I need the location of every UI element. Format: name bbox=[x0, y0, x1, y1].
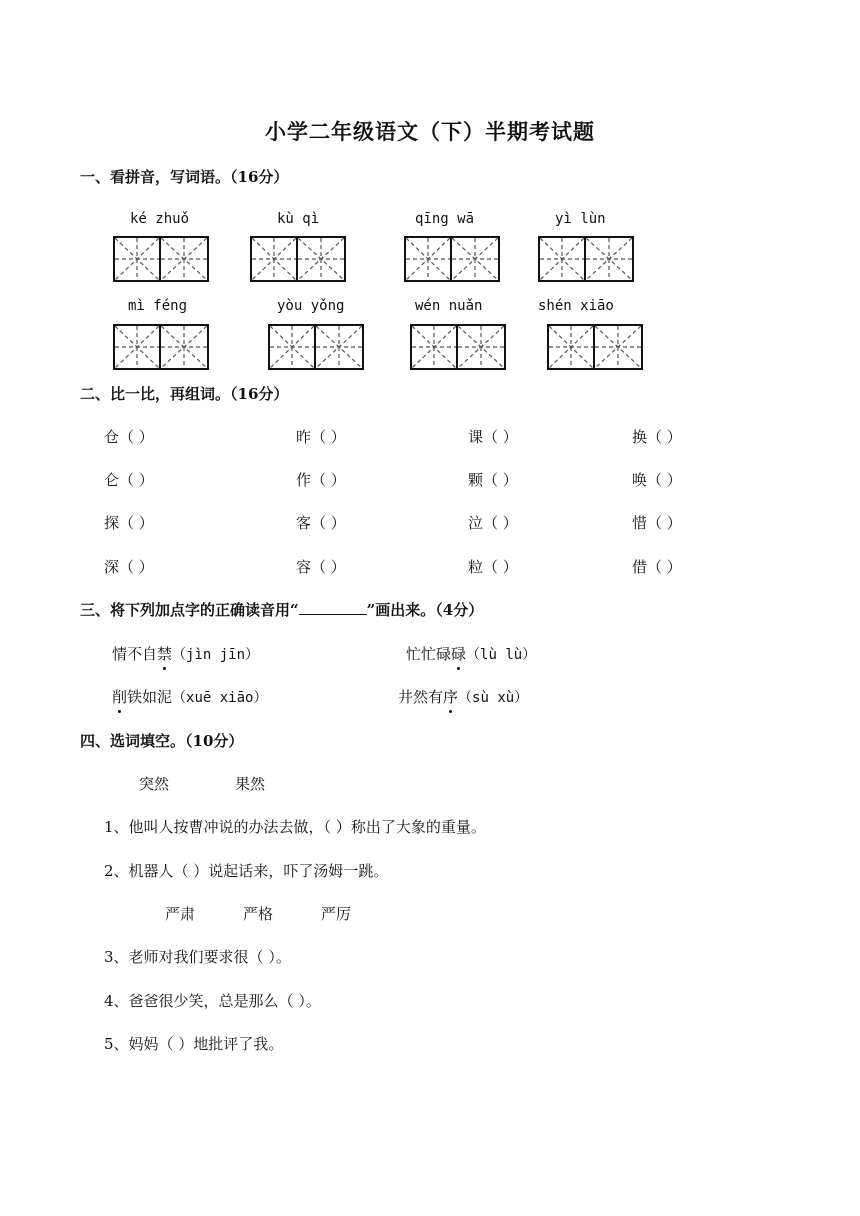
compare-item: 惜（ ） bbox=[632, 514, 682, 532]
compare-item: 作（ ） bbox=[296, 471, 346, 489]
word-option: 严厉 bbox=[321, 905, 352, 923]
item-text: 井然有 bbox=[398, 688, 444, 706]
grid-guide-lines bbox=[316, 326, 362, 368]
compare-item: 仑（ ） bbox=[104, 471, 154, 489]
writing-box-5[interactable] bbox=[113, 324, 209, 370]
pinyin-2: kù qì bbox=[277, 211, 320, 227]
grid-cell[interactable] bbox=[161, 326, 207, 368]
grid-cell[interactable] bbox=[412, 326, 458, 368]
fill-question-2[interactable]: 2、机器人（ ）说起话来，吓了汤姆一跳。 bbox=[104, 862, 389, 880]
word-option: 果然 bbox=[235, 775, 266, 793]
compare-item: 客（ ） bbox=[296, 514, 346, 532]
writing-box-4[interactable] bbox=[538, 236, 634, 282]
grid-guide-lines bbox=[412, 326, 456, 368]
reading-item-4 bbox=[398, 686, 528, 707]
item-text: 情不自 bbox=[112, 645, 158, 663]
reading-options[interactable]: （jìn jīn） bbox=[172, 647, 260, 663]
writing-box-7[interactable] bbox=[410, 324, 506, 370]
pinyin-8: shén xiāo bbox=[538, 298, 614, 314]
grid-cell[interactable] bbox=[406, 238, 452, 280]
fill-question-4[interactable]: 4、爸爸很少笑，总是那么（ ）。 bbox=[104, 992, 321, 1010]
grid-guide-lines bbox=[115, 238, 159, 280]
grid-guide-lines bbox=[161, 238, 207, 280]
grid-guide-lines bbox=[298, 238, 344, 280]
reading-options[interactable]: （sù xù） bbox=[458, 690, 529, 706]
reading-options[interactable]: （xuē xiāo） bbox=[172, 690, 268, 706]
writing-box-6[interactable] bbox=[268, 324, 364, 370]
compare-item: 粒（ ） bbox=[468, 558, 518, 576]
compare-item: 探（ ） bbox=[104, 514, 154, 532]
underline-blank bbox=[299, 602, 367, 615]
grid-guide-lines bbox=[549, 326, 593, 368]
grid-cell[interactable] bbox=[452, 238, 498, 280]
grid-cell[interactable] bbox=[298, 238, 344, 280]
fill-question-3[interactable]: 3、老师对我们要求很（ ）。 bbox=[104, 948, 291, 966]
section3-heading-post: ”画出来。（4分） bbox=[366, 601, 484, 619]
dotted-char: 序 bbox=[443, 688, 459, 706]
compare-item: 课（ ） bbox=[468, 428, 518, 446]
pinyin-4: yì lùn bbox=[555, 211, 606, 227]
page-title: 小学二年级语文（下）半期考试题 bbox=[265, 119, 595, 144]
dotted-char: 禁 bbox=[157, 645, 173, 663]
dotted-char: 削 bbox=[112, 688, 128, 706]
compare-item: 换（ ） bbox=[632, 428, 682, 446]
grid-cell[interactable] bbox=[115, 238, 161, 280]
grid-guide-lines bbox=[252, 238, 296, 280]
compare-item: 颗（ ） bbox=[468, 471, 518, 489]
dotted-char: 碌 bbox=[451, 645, 467, 663]
grid-guide-lines bbox=[595, 326, 641, 368]
grid-cell[interactable] bbox=[540, 238, 586, 280]
grid-guide-lines bbox=[115, 326, 159, 368]
grid-guide-lines bbox=[406, 238, 450, 280]
grid-guide-lines bbox=[452, 238, 498, 280]
pinyin-3: qīng wā bbox=[415, 211, 475, 227]
reading-item-2 bbox=[406, 643, 536, 664]
section1-heading: 一、看拼音，写词语。（16分） bbox=[80, 168, 289, 186]
compare-item: 容（ ） bbox=[296, 558, 346, 576]
grid-guide-lines bbox=[458, 326, 504, 368]
grid-cell[interactable] bbox=[586, 238, 632, 280]
pinyin-5: mì féng bbox=[128, 298, 188, 314]
grid-cell[interactable] bbox=[115, 326, 161, 368]
grid-cell[interactable] bbox=[458, 326, 504, 368]
grid-guide-lines bbox=[586, 238, 632, 280]
grid-cell[interactable] bbox=[270, 326, 316, 368]
word-option: 严格 bbox=[243, 905, 274, 923]
grid-cell[interactable] bbox=[252, 238, 298, 280]
pinyin-6: yòu yǒng bbox=[277, 298, 345, 314]
grid-guide-lines bbox=[161, 326, 207, 368]
compare-item: 仓（ ） bbox=[104, 428, 154, 446]
compare-item: 泣（ ） bbox=[468, 514, 518, 532]
pinyin-1: ké zhuǒ bbox=[130, 211, 190, 227]
item-text: 铁如泥 bbox=[127, 688, 173, 706]
section2-heading: 二、比一比，再组词。（16分） bbox=[80, 385, 289, 403]
grid-cell[interactable] bbox=[549, 326, 595, 368]
compare-item: 昨（ ） bbox=[296, 428, 346, 446]
grid-cell[interactable] bbox=[595, 326, 641, 368]
reading-item-1 bbox=[112, 643, 259, 664]
section4-heading: 四、选词填空。（10分） bbox=[80, 732, 244, 750]
pinyin-7: wén nuǎn bbox=[415, 298, 483, 314]
writing-box-3[interactable] bbox=[404, 236, 500, 282]
grid-cell[interactable] bbox=[161, 238, 207, 280]
compare-item: 借（ ） bbox=[632, 558, 682, 576]
section3-heading bbox=[80, 599, 483, 620]
reading-options[interactable]: （lù lù） bbox=[466, 647, 537, 663]
word-option: 严肃 bbox=[165, 905, 196, 923]
item-text: 忙忙碌 bbox=[406, 645, 452, 663]
writing-box-1[interactable] bbox=[113, 236, 209, 282]
grid-cell[interactable] bbox=[316, 326, 362, 368]
section3-heading-pre: 三、将下列加点字的正确读音用“ bbox=[80, 601, 299, 619]
grid-guide-lines bbox=[270, 326, 314, 368]
fill-question-5[interactable]: 5、妈妈（ ）地批评了我。 bbox=[104, 1035, 284, 1053]
fill-question-1[interactable]: 1、他叫人按曹冲说的办法去做，（ ）称出了大象的重量。 bbox=[104, 818, 486, 836]
compare-item: 深（ ） bbox=[104, 558, 154, 576]
grid-guide-lines bbox=[540, 238, 584, 280]
writing-box-2[interactable] bbox=[250, 236, 346, 282]
writing-box-8[interactable] bbox=[547, 324, 643, 370]
word-option: 突然 bbox=[139, 775, 170, 793]
compare-item: 唤（ ） bbox=[632, 471, 682, 489]
reading-item-3 bbox=[112, 686, 267, 707]
